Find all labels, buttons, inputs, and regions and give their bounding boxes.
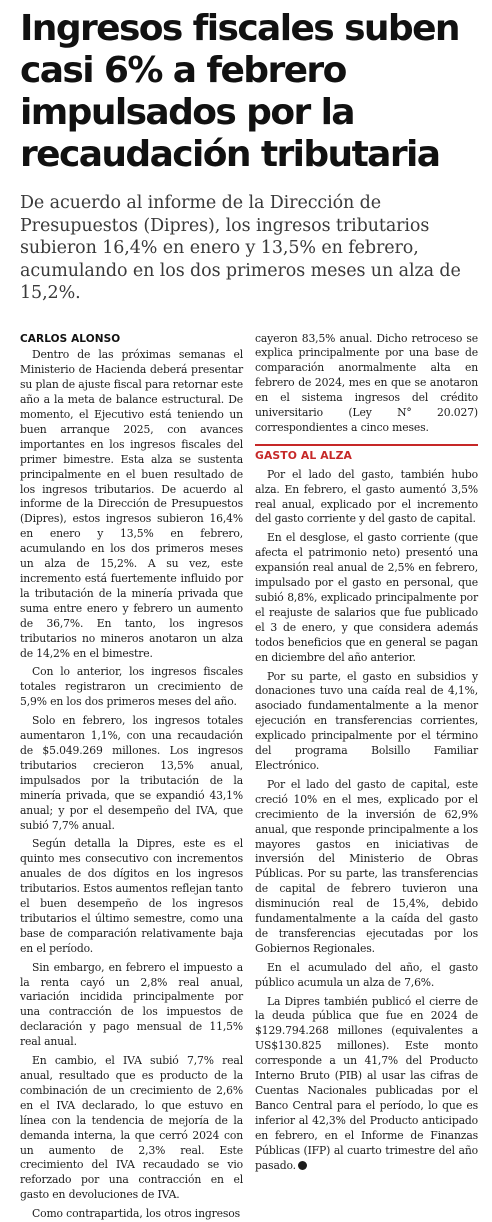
paragraph: En cambio, el IVA subió 7,7% real anual, resultado que es producto de la combinación de un crecimiento de 2,6% en el IVA declarado, lo que estuvo en línea con la tendencia de mejoría de la demanda interna, la que cerró 2024 con un aumento de 2,3% real. Este crecimiento del IVA recaudado se vio reforzado por una contracción en el gasto en devoluciones de IVA. bbox=[20, 1054, 243, 1203]
paragraph: En el acumulado del año, el gasto público acumula un alza de 7,6%. bbox=[255, 961, 478, 991]
subhead: GASTO AL ALZA bbox=[255, 449, 478, 464]
article-body bbox=[20, 332, 478, 1222]
paragraph-last-text: La Dipres también publicó el cierre de la deuda pública que fue en 2024 de $129.794.268 millones (equivalentes a US$130.825 millones). Este monto corresponde a un 41,7% del Producto Interno Bruto (PIB) al usar las cifras de Cuentas Nacionales publicadas por el Banco Central para el período, lo que es inferior al 42,3% del Producto anticipado en febrero, en el Informe de Finanzas Públicas (IFP) al cuarto trimestre del año pasado. bbox=[255, 995, 478, 1172]
paragraph: Por el lado del gasto, también hubo alza. En febrero, el gasto aumentó 3,5% real anual, explicado por el incremento del gasto corriente y del gasto de capital. bbox=[255, 468, 478, 528]
paragraph: Sin embargo, en febrero el impuesto a la renta cayó un 2,8% real anual, variación incidida principalmente por una contracción de los impuestos de declaración y pago mensual de 11,5% real anual. bbox=[20, 961, 243, 1050]
paragraph: Dentro de las próximas semanas el Ministerio de Hacienda deberá presentar su plan de ajuste fiscal para retornar este año a la meta de balance estructural. De momento, el Ejecutivo está teniendo un buen arranque 2025, con avances importantes en los ingresos fiscales del primer bimestre. Esta alza se sustenta principalmente en el buen resultado de los ingresos tributarios. De acuerdo al informe de la Dirección de Presupuestos (Dipres), estos ingresos subieron 16,4% en enero y 13,5% en febrero, acumulando en los dos primeros meses un alza de 15,2%. A su vez, este incremento está fuertemente influido por la tributación de la minería privada que suma entre enero y febrero un aumento de 36,7%. En tanto, los ingresos tributarios no mineros anotaron un alza de 14,2% en el bimestre. bbox=[20, 348, 243, 661]
paragraph: Solo en febrero, los ingresos totales aumentaron 1,1%, con una recaudación de $5.049.269 millones. Los ingresos tributarios crecieron 13,5% anual, impulsados por la tributación de la minería privada, que se expandió 43,1% anual; y por el desempeño del IVA, que subió 7,7% anual. bbox=[20, 714, 243, 833]
paragraph: Por su parte, el gasto en subsidios y donaciones tuvo una caída real de 4,1%, asociado fundamentalmente a la menor ejecución en transferencias corrientes, explicado principalmente por el término del programa Bolsillo Familiar Electrónico. bbox=[255, 670, 478, 774]
column-right bbox=[255, 332, 478, 1222]
column-left bbox=[20, 332, 243, 1222]
headline: Ingresos fiscales suben casi 6% a febrero impulsados por la recaudación tributaria bbox=[20, 8, 478, 176]
subhead-rule bbox=[255, 444, 478, 464]
paragraph: Como contrapartida, los otros ingresos bbox=[20, 1207, 243, 1222]
paragraph: Con lo anterior, los ingresos fiscales totales registraron un crecimiento de 5,9% en los dos primeros meses del año. bbox=[20, 665, 243, 710]
paragraph: Según detalla la Dipres, este es el quinto mes consecutivo con incrementos anuales de dos dígitos en los ingresos tributarios. Estos aumentos reflejan tanto el buen desempeño de los ingresos tributarios el último semestre, como una base de comparación relativamente baja en el período. bbox=[20, 837, 243, 956]
end-mark-icon: P bbox=[298, 1161, 307, 1170]
byline: CARLOS ALONSO bbox=[20, 332, 243, 347]
paragraph: En el desglose, el gasto corriente (que afecta el patrimonio neto) presentó una expansión real anual de 2,5% en febrero, impulsado por el gasto en personal, que subió 8,8%, explicado principalmente por el reajuste de salarios que fue publicado el 3 de enero, y que considera además todos beneficios que en general se pagan en diciembre del año anterior. bbox=[255, 531, 478, 665]
lede: De acuerdo al informe de la Dirección de Presupuestos (Dipres), los ingresos tributarios subieron 16,4% en enero y 13,5% en febrero, acumulando en los dos primeros meses un alza de 15,2%. bbox=[20, 192, 478, 305]
paragraph: Por el lado del gasto de capital, este creció 10% en el mes, explicado por el crecimiento de la inversión de 62,9% anual, que responde principalmente a los mayores gastos en iniciativas de inversión del Ministerio de Obras Públicas. Por su parte, las transferencias de capital de febrero tuvieron una disminución real de 15,4%, debido fundamentalmente a la caída del gasto de transferencias ejecutadas por los Gobiernos Regionales. bbox=[255, 778, 478, 957]
paragraph-last bbox=[255, 995, 478, 1174]
paragraph-continued: cayeron 83,5% anual. Dicho retroceso se explica principalmente por una base de comparación anormalmente alta en febrero de 2024, mes en que se anotaron en el sistema ingresos del crédito universitario (Ley N° 20.027) correspondientes a cinco meses. bbox=[255, 332, 478, 436]
